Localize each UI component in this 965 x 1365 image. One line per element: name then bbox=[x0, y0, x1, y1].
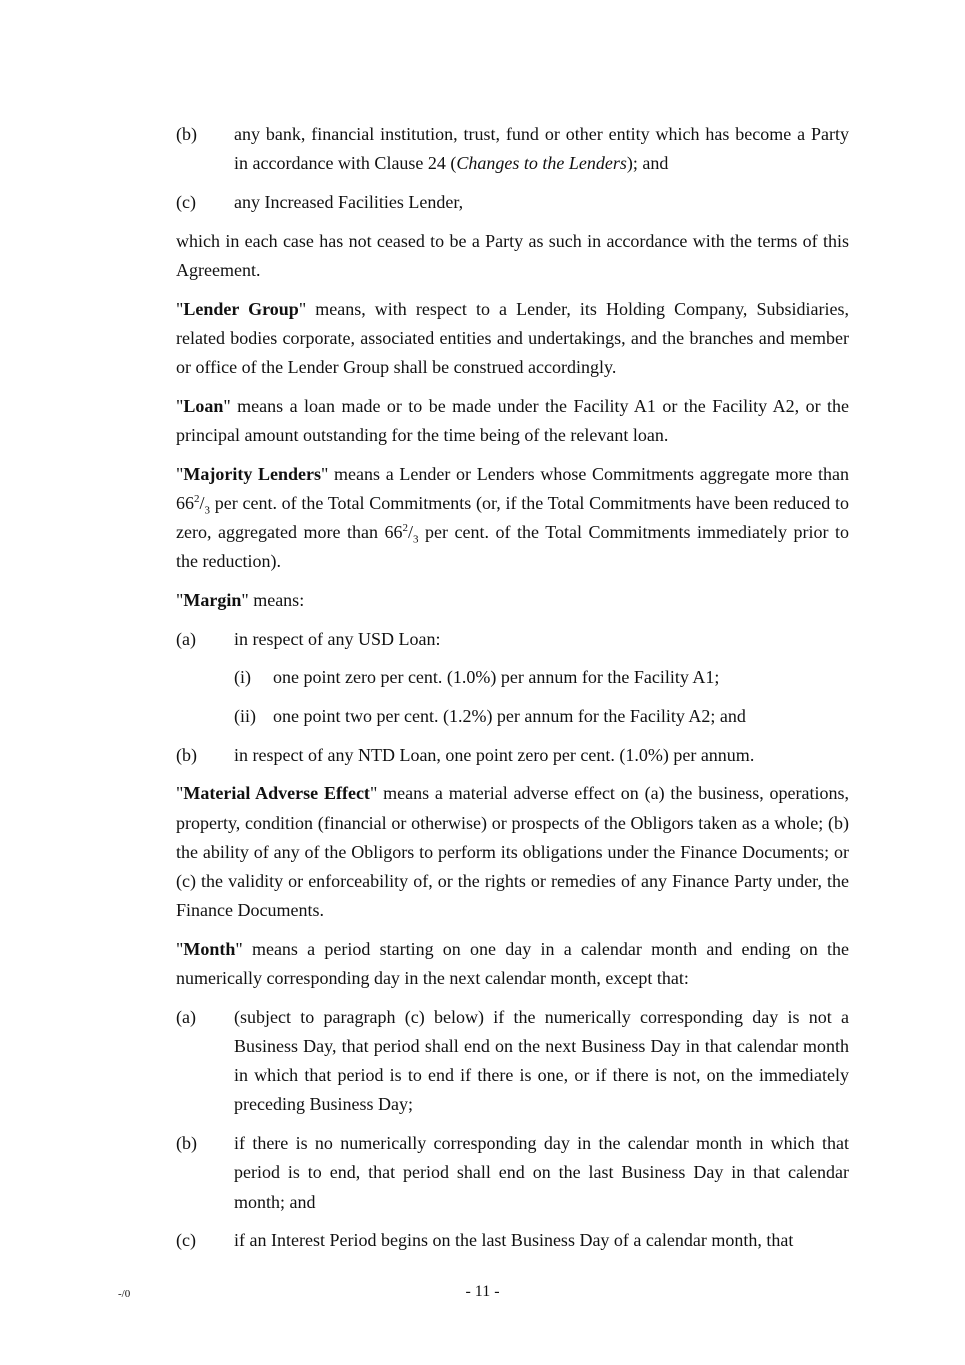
definition-material-adverse-effect: "Material Adverse Effect" means a material adverse effect on (a) the business, operations, property, condition (financial or otherwise) or prospects of the Obligors taken as a whole; (b) the ability of any of the Obligors to perform its obligations under the Finance Documents; or (c) the validity or enforceability of, or the rights or remedies of any Finance Party under, the Finance Documents. bbox=[176, 783, 850, 921]
defined-term: Margin bbox=[183, 589, 242, 610]
item-label: (c) bbox=[176, 1230, 196, 1251]
list-item: (b) if there is no numerically corresponding day in the calendar month in which that period is to end, that period shall end on the last Business Day in that calendar month; and bbox=[176, 1129, 849, 1217]
document-page bbox=[176, 120, 849, 1265]
sub-list-item: (ii) one point two per cent. (1.2%) per annum for the Facility A2; and bbox=[234, 702, 849, 731]
footer-reference: -/0 bbox=[118, 1288, 131, 1300]
list-item: (a) (subject to paragraph (c) below) if the numerically corresponding day is not a Business Day, that period shall end on the next Business Day in that calendar month in which that period is to end if there is one, or if there is not, on the immediately preceding Business Day; bbox=[176, 1003, 849, 1120]
definition-month: "Month" means a period starting on one day in a calendar month and ending on the numerically corresponding day in the next calendar month, except that: bbox=[176, 938, 849, 989]
defined-term: Loan bbox=[183, 395, 224, 416]
definition-margin: "Margin" means: bbox=[176, 589, 305, 610]
lender-tail: which in each case has not ceased to be a Party as such in accordance with the terms of this Agreement. bbox=[176, 230, 849, 280]
list-item: (c) any Increased Facilities Lender, bbox=[176, 188, 849, 217]
definition-majority-lenders: "Majority Lenders" means a Lender or Lenders whose Commitments aggregate more than $66^2/_3$ per cent. of the Total Commitments (or, if the Total Commitments have been reduced to zero, aggregated more than $66^2/_3$ per cent. of the Total Commitments immediately prior to the reduction). bbox=[176, 463, 850, 572]
list-item: (a) in respect of any USD Loan: bbox=[176, 625, 849, 654]
item-label: (ii) bbox=[234, 705, 256, 726]
definition-loan: "Loan" means a loan made or to be made under the Facility A1 or the Facility A2, or the principal amount outstanding for the time being of the relevant loan. bbox=[176, 395, 849, 445]
page-number: - 11 - bbox=[465, 1283, 500, 1300]
definition-lender-group: "Lender Group" means, with respect to a Lender, its Holding Company, Subsidiaries, related bodies corporate, associated entities and undertakings, and the branches and member or office of the Lender Group shall be construed accordingly. bbox=[176, 298, 850, 377]
sub-list-item: (i) one point zero per cent. (1.0%) per annum for the Facility A1; bbox=[234, 663, 849, 692]
item-label: (b) bbox=[176, 744, 197, 765]
item-label: (i) bbox=[234, 667, 251, 688]
item-label: (a) bbox=[176, 628, 196, 649]
list-item: (b) in respect of any NTD Loan, one point zero per cent. (1.0%) per annum. bbox=[176, 741, 849, 770]
list-item: (b) any bank, financial institution, trust, fund or other entity which has become a Party in accordance with Clause 24 (Changes to the Lenders); and bbox=[176, 120, 849, 178]
list-item: (c) if an Interest Period begins on the last Business Day of a calendar month, that bbox=[176, 1226, 849, 1255]
item-label: (a) bbox=[176, 1006, 196, 1027]
item-label: (c) bbox=[176, 191, 196, 212]
item-label: (b) bbox=[176, 1133, 197, 1154]
defined-term: Material Adverse Effect bbox=[183, 783, 370, 804]
item-label: (b) bbox=[176, 124, 197, 144]
defined-term: Month bbox=[183, 938, 236, 959]
defined-term: Majority Lenders bbox=[183, 463, 322, 484]
defined-term: Lender Group bbox=[183, 298, 299, 319]
